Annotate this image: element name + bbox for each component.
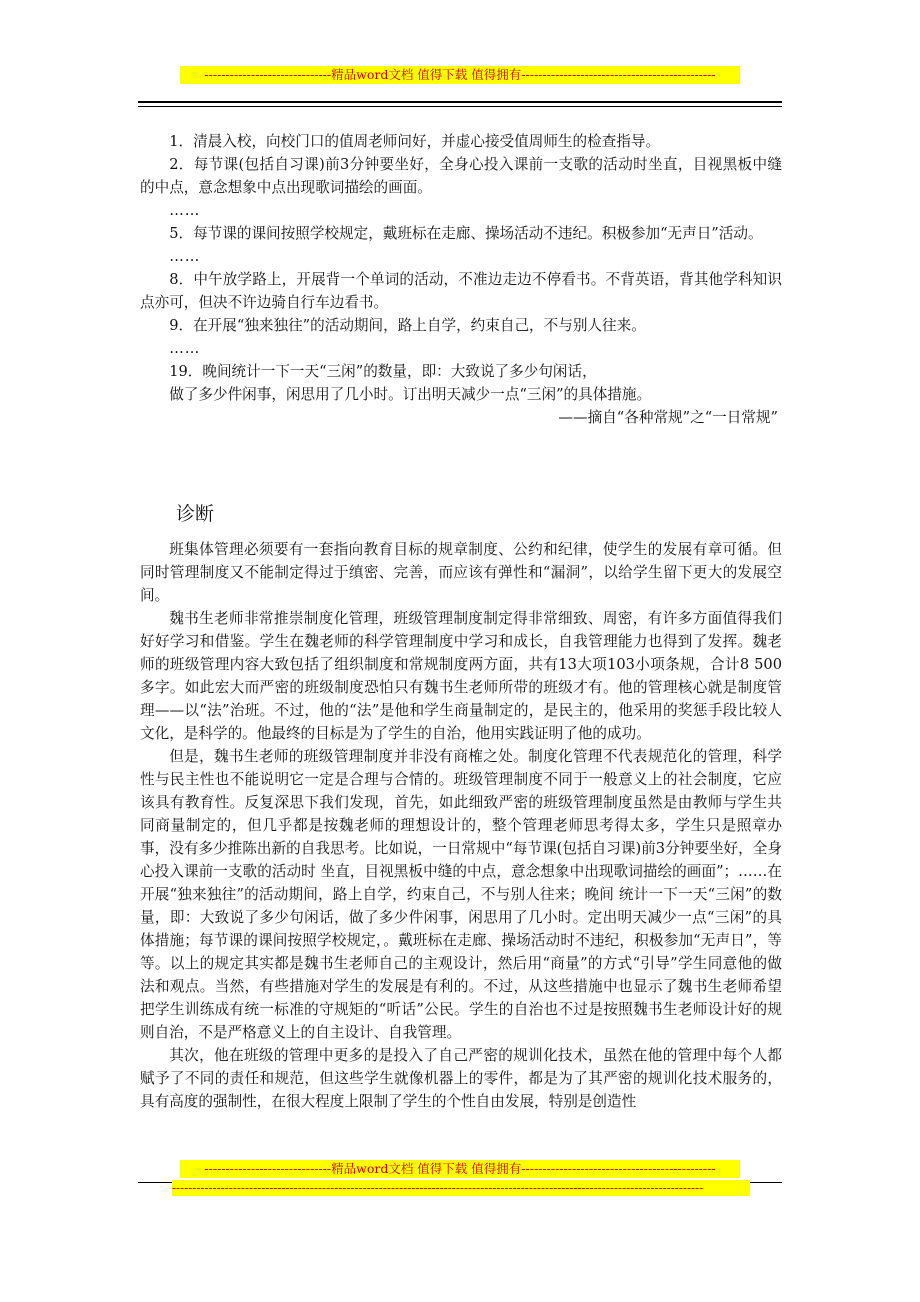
diagnosis-body xyxy=(140,538,782,1113)
list-item-8: 8．中午放学路上，开展背一个单词的活动，不准边走边不停看书。不背英语，背其他学科知识点亦可，但决不许边骑自行车边看书。 xyxy=(140,271,782,311)
list-item-1: 1．清晨入校，向校门口的值周老师问好，并虚心接受值周师生的检查指导。 xyxy=(169,133,661,150)
footer-dashes: ----------------------------------------------------------------------------------------------------------------------------------- xyxy=(172,1180,750,1196)
list-item-2: 2．每节课(包括自习课)前3分钟要坐好，全身心投入课前一支歌的活动时坐直，目视黑板中缝的中点，意念想象中点出现歌词描绘的画面。 xyxy=(140,156,782,196)
paragraph: 魏书生老师非常推崇制度化管理，班级管理制度制定得非常细致、周密，有许多方面值得我们好好学习和借鉴。学生在魏老师的科学管理制度中学习和成长，自我管理能力也得到了发挥。魏老师的班级管理内容大致包括了组织制度和常规制度两方面，共有13大项103小项条规，合计8 500多字。如此宏大而严密的班级制度恐怕只有魏书生老师所带的班级才有。他的管理核心就是制度管理——以“法”治班。不过，他的“法”是他和学生商量制定的，是民主的，他采用的奖惩手段比较人文化，是科学的。他最终的目标是为了学生的自治，他用实践证明了他的成功。 xyxy=(140,610,782,742)
header-rule-thick xyxy=(138,101,782,103)
attribution: ——摘自“各种常规”之“一日常规” xyxy=(558,409,778,426)
section-title: 诊断 xyxy=(176,503,215,525)
footer-banner: ------------------------------精品word文档 值得下载 值得拥有---------------------------------------------- xyxy=(180,1160,740,1178)
list-ellipsis: …… xyxy=(169,248,201,265)
list-item-9: 9．在开展“独来独往”的活动期间，路上自学，约束自己，不与别人往来。 xyxy=(169,317,646,334)
header-rule-thin xyxy=(138,106,782,107)
regulations-list xyxy=(140,130,782,429)
list-ellipsis: …… xyxy=(169,202,201,219)
list-item-19-line-1: 19．晚间统计一下一天“三闲”的数量，即：大致说了多少句闲话， xyxy=(169,363,597,380)
header-banner: ------------------------------精品word文档 值得下载 值得拥有---------------------------------------------- xyxy=(180,66,740,84)
paragraph: 班集体管理必须要有一套指向教育目标的规章制度、公约和纪律，使学生的发展有章可循。但同时管理制度又不能制定得过于缜密、完善，而应该有弹性和“漏洞”，以给学生留下更大的发展空间。 xyxy=(140,541,782,604)
list-item-19-line-2: 做了多少件闲事，闲思用了几小时。订出明天减少一点“三闲”的具体措施。 xyxy=(169,386,652,403)
list-ellipsis: …… xyxy=(169,340,201,357)
paragraph: 其次，他在班级的管理中更多的是投入了自己严密的规训化技术，虽然在他的管理中每个人都赋予了不同的责任和规范，但这些学生就像机器上的零件，都是为了其严密的规训化技术服务的，具有高度的强制性，在很大程度上限制了学生的个性自由发展，特别是创造性 xyxy=(140,1047,782,1110)
list-item-5: 5．每节课的课间按照学校规定，戴班标在走廊、操场活动不违纪。积极参加“无声日”活动。 xyxy=(169,225,763,242)
paragraph: 但是，魏书生老师的班级管理制度并非没有商榷之处。制度化管理不代表规范化的管理，科学性与民主性也不能说明它一定是合理与合情的。班级管理制度不同于一般意义上的社会制度，它应该具有教育性。反复深思下我们发现，首先，如此细致严密的班级管理制度虽然是由教师与学生共同商量制定的，但几乎都是按魏老师的理想设计的，整个管理老师思考得太多，学生只是照章办事，没有多少推陈出新的自我思考。比如说，一日常规中“每节课(包括自习课)前3分钟要坐好，全身心投入课前一支歌的活动时 坐直，目视黑板中缝的中点，意念想象中出现歌词描绘的画面”；……在开展“独来独往”的活动期间，路上自学，约束自己，不与别人往来；晚间 统计一下一天“三闲”的数量，即：大致说了多少句闲话，做了多少件闲事，闲思用了几小时。定出明天减少一点“三闲”的具体措施；每节课的课间按照学校规定，。戴班标在走廊、操场活动时不违纪，积极参加“无声日”，等等。以上的规定其实都是魏书生老师自己的主观设计，然后用“商量”的方式“引导”学生同意他的做法和观点。当然，有些措施对学生的发展是有利的。不过，从这些措施中也显示了魏书生老师希望把学生训练成有统一标准的守规矩的“听话”公民。学生的自治也不过是按照魏书生老师设计好的规则自治，不是严格意义上的自主设计、自我管理。 xyxy=(140,748,782,1041)
